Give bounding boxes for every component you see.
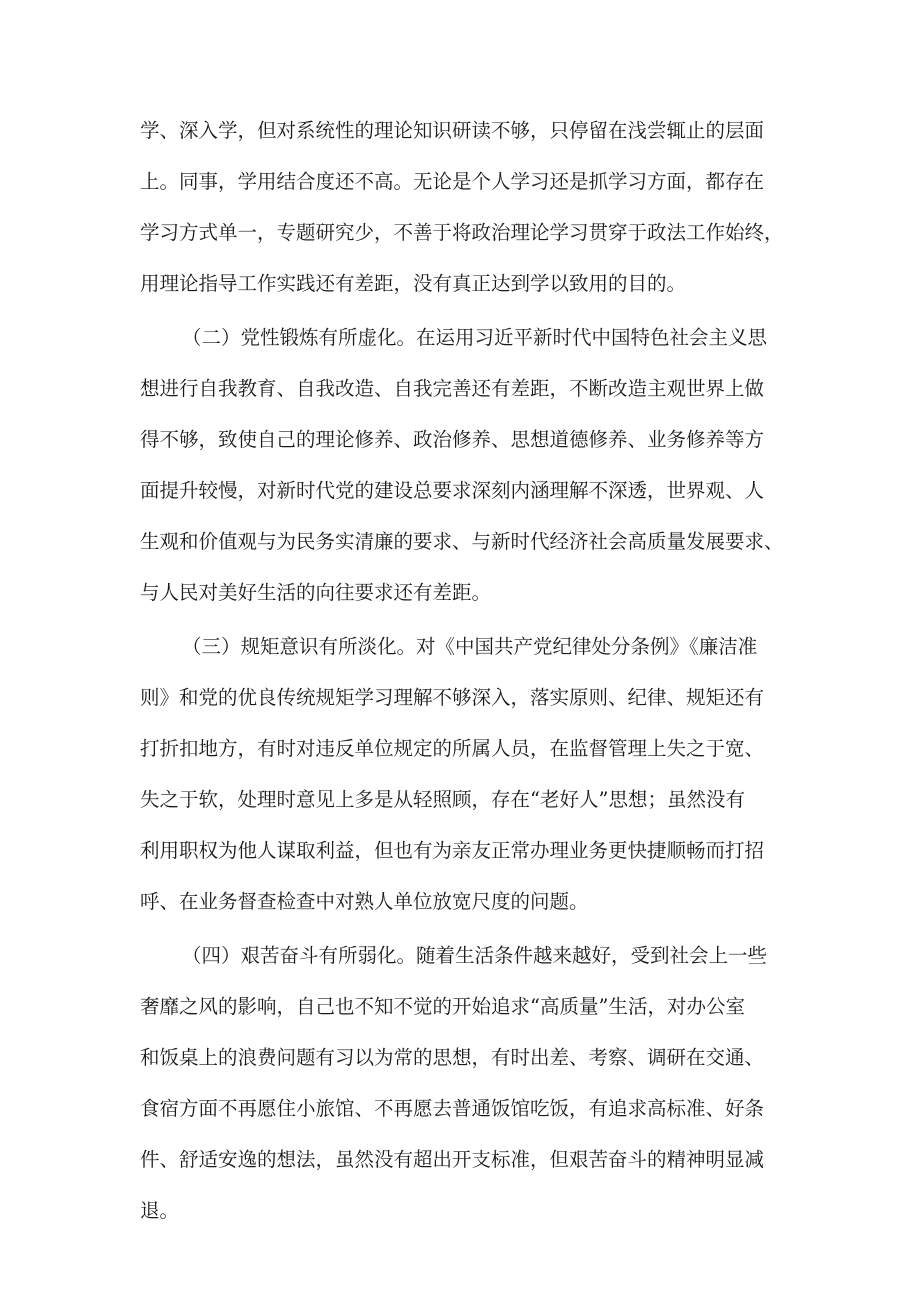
section-4-line-4: 食宿方面不再愿住小旅馆、不再愿去普通饭馆吃饭，有追求高标准、好条 <box>140 1097 765 1120</box>
section-3-line-1: （三）规矩意识有所淡化。对《中国共产党纪律处分条例》《廉洁准 <box>182 635 758 658</box>
section-3-line-5: 利用职权为他人谋取利益，但也有为亲友正常办理业务更快捷顺畅而打招 <box>140 839 765 862</box>
paragraph-intro-line-3: 学习方式单一，专题研究少，不善于将政治理论学习贯穿于政法工作始终， <box>140 221 784 244</box>
section-3-line-6: 呼、在业务督查检查中对熟人单位放宽尺度的问题。 <box>140 890 589 913</box>
paragraph-intro-line-1: 学、深入学，但对系统性的理论知识研读不够，只停留在浅尝辄止的层面 <box>140 119 765 142</box>
section-4-line-3: 和饭桌上的浪费问题有习以为常的思想，有时出差、考察、调研在交通、 <box>140 1046 765 1069</box>
section-2-line-1: （二）党性锻炼有所虚化。在运用习近平新时代中国特色社会主义思 <box>182 326 768 349</box>
section-4-line-6: 退。 <box>140 1199 180 1222</box>
section-3-line-4: 失之于软，处理时意见上多是从轻照顾，存在“老好人”思想；虽然没有 <box>140 788 745 811</box>
section-4-line-5: 件、舒适安逸的想法，虽然没有超出开支标准，但艰苦奋斗的精神明显减 <box>140 1148 765 1171</box>
section-3-line-2: 则》和党的优良传统规矩学习理解不够深入，落实原则、纪律、规矩还有 <box>140 686 765 709</box>
section-2-line-5: 生观和价值观与为民务实清廉的要求、与新时代经济社会高质量发展要求、 <box>140 530 784 553</box>
section-2-line-4: 面提升较慢，对新时代党的建设总要求深刻内涵理解不深透，世界观、人 <box>140 479 765 502</box>
section-2-line-6: 与人民对美好生活的向往要求还有差距。 <box>140 581 492 604</box>
section-3-line-3: 打折扣地方，有时对违反单位规定的所属人员，在监督管理上失之于宽、 <box>140 737 765 760</box>
paragraph-intro-line-2: 上。同事，学用结合度还不高。无论是个人学习还是抓学习方面，都存在 <box>140 170 765 193</box>
paragraph-intro-line-4: 用理论指导工作实践还有差距，没有真正达到学以致用的目的。 <box>140 272 687 295</box>
section-2-line-2: 想进行自我教育、自我改造、自我完善还有差距，不断改造主观世界上做 <box>140 377 765 400</box>
section-4-line-1: （四）艰苦奋斗有所弱化。随着生活条件越来越好，受到社会上一些 <box>182 944 768 967</box>
section-4-line-2: 奢靡之风的影响，自己也不知不觉的开始追求“高质量”生活，对办公室 <box>140 995 745 1018</box>
section-2-line-3: 得不够，致使自己的理论修养、政治修养、思想道德修养、业务修养等方 <box>140 428 765 451</box>
